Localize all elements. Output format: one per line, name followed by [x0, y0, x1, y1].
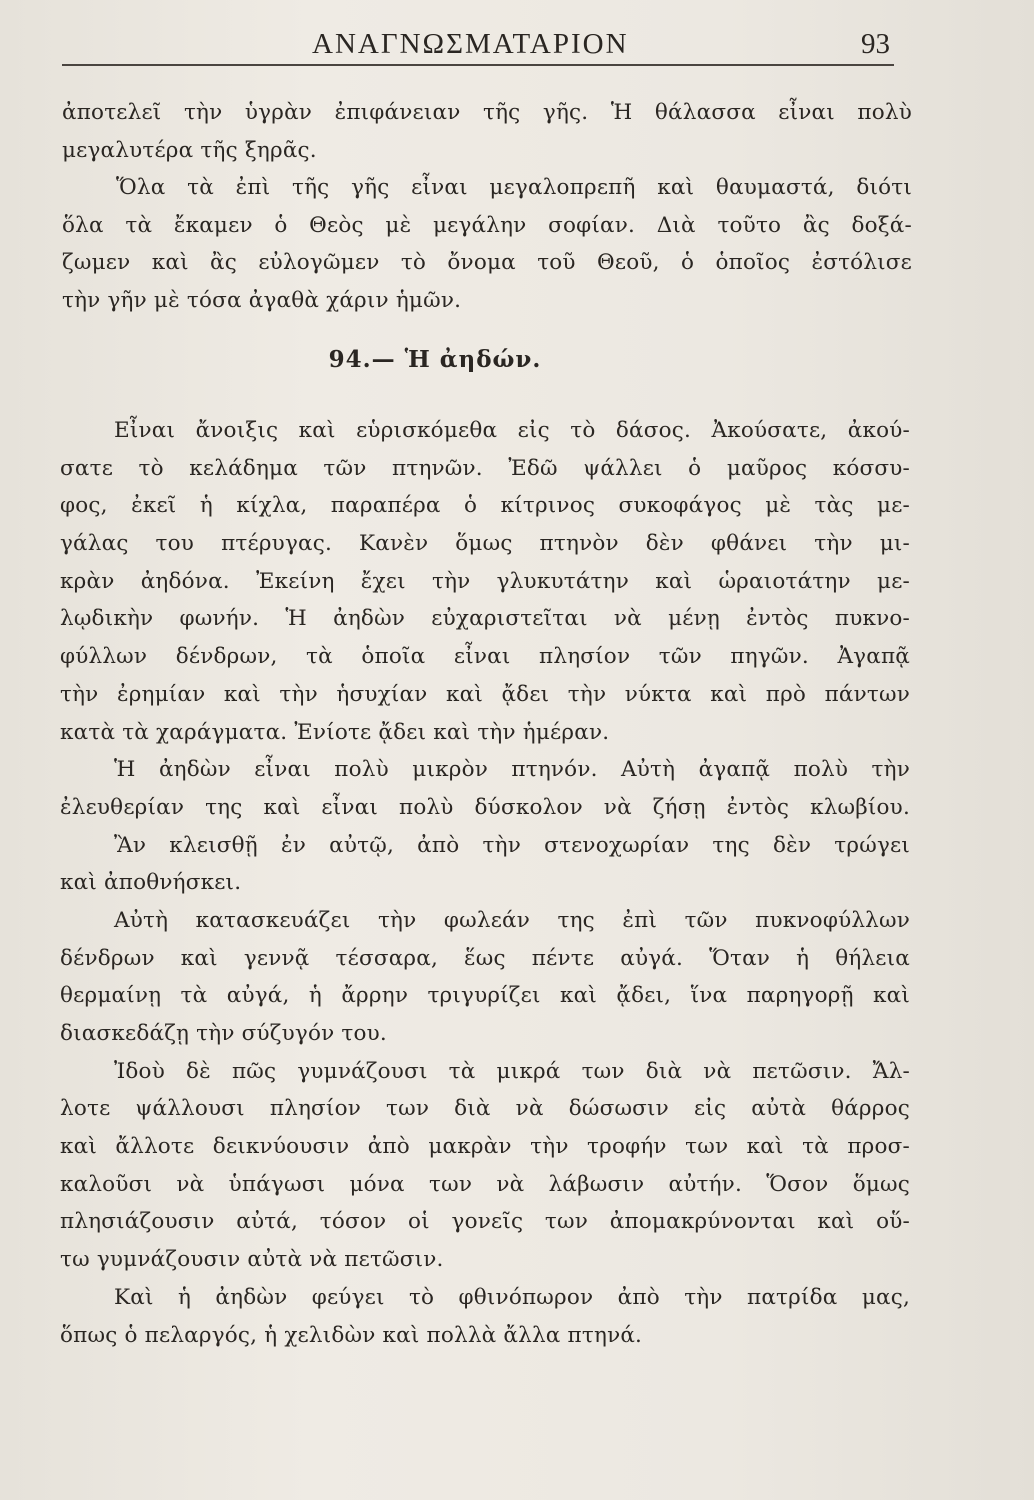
text-line: σατε τὸ κελάδημα τῶν πτηνῶν. Ἐδῶ ψάλλει ὁ μαῦρος κόσσυ- — [60, 455, 910, 481]
text-line: ὅπως ὁ πελαργός, ἡ χελιδὼν καὶ πολλὰ ἄλλα πτηνά. — [60, 1322, 643, 1348]
text-line: λῳδικὴν φωνήν. Ἡ ἀηδὼν εὐχαριστεῖται νὰ μένῃ ἐντὸς πυκνο- — [60, 606, 910, 632]
text-line: μεγαλυτέρα τῆς ξηρᾶς. — [62, 137, 317, 163]
header-rule — [62, 64, 894, 66]
text-line: πλησιάζουσιν αὐτά, τόσον οἱ γονεῖς των ἀπομακρύνονται καὶ οὕ- — [60, 1209, 910, 1235]
text-line: καλοῦσι νὰ ὑπάγωσι μόνα των νὰ λάβωσιν αὐτήν. Ὅσον ὅμως — [60, 1171, 910, 1197]
text-line: δένδρων καὶ γεννᾷ τέσσαρα, ἕως πέντε αὐγά. Ὅταν ἡ θήλεια — [60, 945, 910, 971]
running-title: ΑΝΑΓΝΩΣΜΑΤΑΡΙΟΝ — [312, 28, 629, 60]
text-line: Εἶναι ἄνοιξις καὶ εὑρισκόμεθα εἰς τὸ δάσος. Ἀκούσατε, ἀκού- — [114, 418, 910, 443]
text-line: ἐλευθερίαν της καὶ εἶναι πολὺ δύσκολον νὰ ζήσῃ ἐντὸς κλωβίου. — [60, 794, 910, 820]
text-line: ἀποτελεῖ τὴν ὑγρὰν ἐπιφάνειαν τῆς γῆς. Ἡ θάλασσα εἶναι πολὺ — [62, 100, 912, 125]
text-line: τω γυμνάζουσιν αὐτὰ νὰ πετῶσιν. — [60, 1247, 444, 1273]
page-number: 93 — [861, 28, 890, 60]
text-line: καὶ ἄλλοτε δεικνύουσιν ἀπὸ μακρὰν τὴν τροφήν των καὶ τὰ προσ- — [60, 1134, 910, 1160]
text-line: κρὰν ἀηδόνα. Ἐκείνη ἔχει τὴν γλυκυτάτην καὶ ὡραιοτάτην με- — [60, 568, 910, 594]
text-line: τὴν ἐρημίαν καὶ τὴν ἡσυχίαν καὶ ᾄδει τὴν νύκτα καὶ πρὸ πάντων — [60, 681, 910, 707]
text-line: λοτε ψάλλουσι πλησίον των διὰ νὰ δώσωσιν εἰς αὐτὰ θάρρος — [60, 1096, 910, 1122]
text-line: φος, ἐκεῖ ἡ κίχλα, παραπέρα ὁ κίτρινος συκοφάγος μὲ τὰς με- — [60, 493, 910, 519]
text-line: Ἡ ἀηδὼν εἶναι πολὺ μικρὸν πτηνόν. Αὐτὴ ἀγαπᾷ πολὺ τὴν — [114, 757, 910, 783]
text-line: θερμαίνῃ τὰ αὐγά, ἡ ἄρρην τριγυρίζει καὶ ᾄδει, ἵνα παρηγορῇ καὶ — [60, 983, 910, 1009]
text-line: ζωμεν καὶ ἂς εὐλογῶμεν τὸ ὄνομα τοῦ Θεοῦ, ὁ ὁποῖος ἐστόλισε — [62, 250, 912, 275]
text-line: κατὰ τὰ χαράγματα. Ἐνίοτε ᾄδει καὶ τὴν ἡμέραν. — [60, 719, 610, 745]
text-line: καὶ ἀποθνήσκει. — [60, 870, 242, 896]
running-head — [60, 20, 900, 64]
text-line: Ἂν κλεισθῇ ἐν αὐτῷ, ἀπὸ τὴν στενοχωρίαν της δὲν τρώγει — [114, 832, 910, 858]
text-line: Αὐτὴ κατασκευάζει τὴν φωλεάν της ἐπὶ τῶν πυκνοφύλλων — [114, 907, 910, 933]
intro-paragraphs — [62, 94, 912, 319]
text-line: τὴν γῆν μὲ τόσα ἀγαθὰ χάριν ἡμῶν. — [62, 287, 462, 313]
text-line: φύλλων δένδρων, τὰ ὁποῖα εἶναι πλησίον τῶν πηγῶν. Ἀγαπᾷ — [60, 644, 910, 670]
text-line: Ὅλα τὰ ἐπὶ τῆς γῆς εἶναι μεγαλοπρεπῆ καὶ θαυμαστά, διότι — [116, 175, 912, 200]
section-heading: 94.— Ἡ ἀηδών. — [328, 346, 542, 373]
text-line: Καὶ ἡ ἀηδὼν φεύγει τὸ φθινόπωρον ἀπὸ τὴν πατρίδα μας, — [114, 1284, 910, 1310]
section-paragraphs — [60, 412, 910, 1354]
text-line: Ἰδοὺ δὲ πῶς γυμνάζουσι τὰ μικρά των διὰ νὰ πετῶσιν. Ἄλ- — [114, 1058, 910, 1084]
text-line: γάλας του πτέρυγας. Κανὲν ὅμως πτηνὸν δὲν φθάνει τὴν μι- — [60, 531, 910, 557]
text-line: διασκεδάζῃ τὴν σύζυγόν του. — [60, 1021, 387, 1046]
text-line: ὅλα τὰ ἔκαμεν ὁ Θεὸς μὲ μεγάλην σοφίαν. Διὰ τοῦτο ἂς δοξά- — [62, 212, 912, 238]
